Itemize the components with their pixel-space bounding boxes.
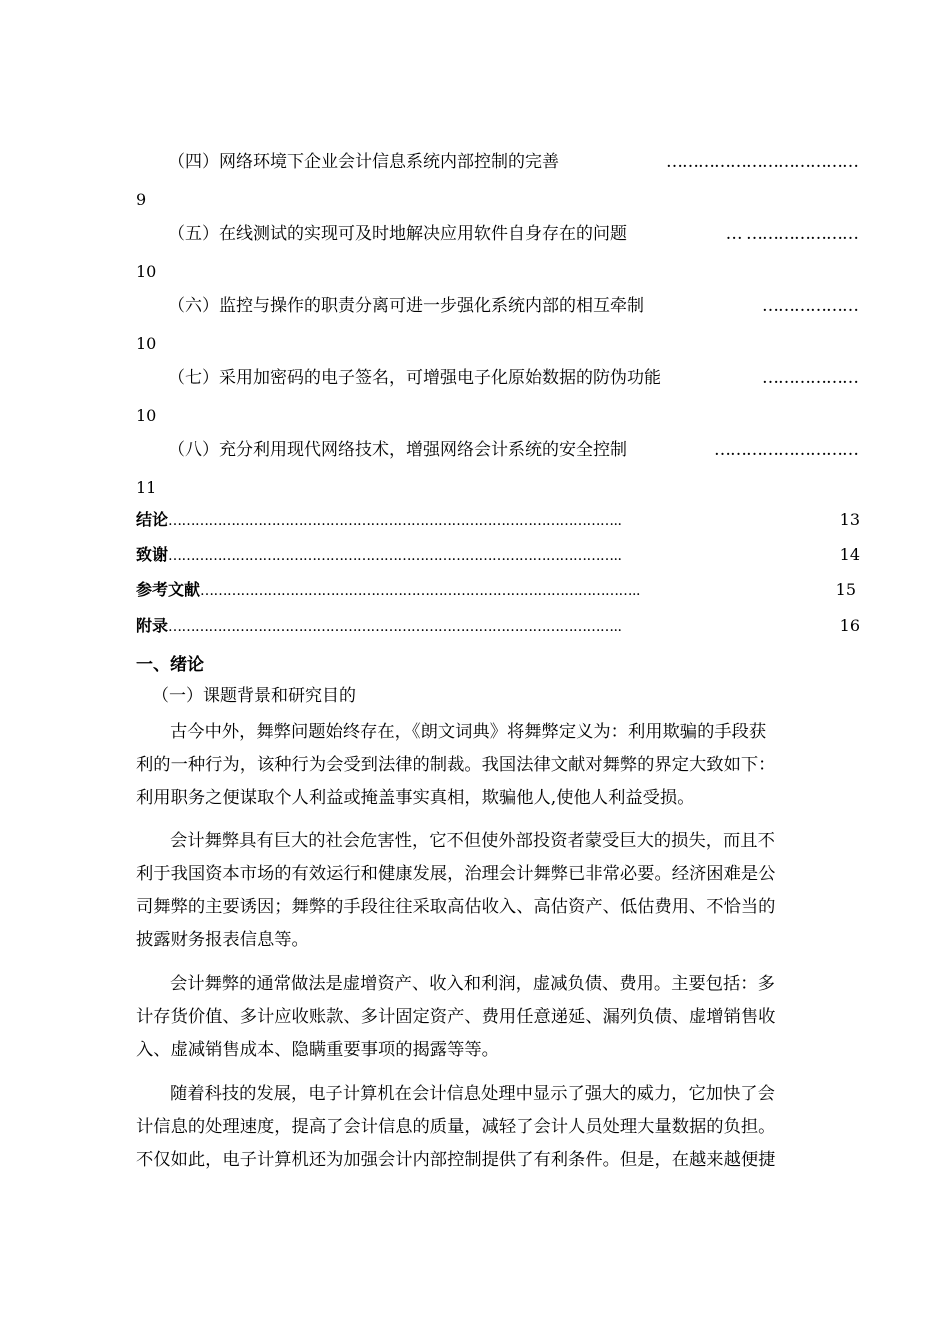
toc-entry-page: 13 xyxy=(839,510,860,529)
toc-entry-5-label: （五）在线测试的实现可及时地解决应用软件自身存在的问题 xyxy=(168,224,627,244)
paragraph-line: 披露财务报表信息等。 xyxy=(136,930,309,950)
toc-entry-conclusion xyxy=(136,508,860,533)
paragraph-line: 会计舞弊具有巨大的社会危害性，它不但使外部投资者蒙受巨大的损失，而且不 xyxy=(170,831,775,851)
toc-entry-dots: ……………………………………………………………………………………….. xyxy=(168,619,622,635)
toc-entry-4-dots: ……………………………… xyxy=(666,152,858,172)
toc-entry-6-dots: ……………… xyxy=(762,296,858,316)
toc-entry-6-page: 10 xyxy=(136,334,157,353)
toc-entry-appendix xyxy=(136,614,860,639)
paragraph-line: 计存货价值、多计应收账款、多计固定资产、费用任意递延、漏列负债、虚增销售收 xyxy=(136,1007,776,1027)
toc-entry-8-page: 11 xyxy=(136,478,157,497)
paragraph-line: 随着科技的发展，电子计算机在会计信息处理中显示了强大的威力，它加快了会 xyxy=(170,1084,775,1104)
toc-entry-label: 参考文献 xyxy=(136,580,201,599)
toc-entry-dots: …………………………………………………………………………………….. xyxy=(200,583,640,599)
toc-entry-label: 致谢 xyxy=(136,545,169,564)
toc-entry-4-label: （四）网络环境下企业会计信息系统内部控制的完善 xyxy=(168,152,559,172)
paragraph-line: 司舞弊的主要诱因；舞弊的手段往往采取高估收入、高估资产、低估费用、不恰当的 xyxy=(136,897,776,917)
toc-entry-4-page: 9 xyxy=(136,190,147,209)
paragraph-line: 计信息的处理速度，提高了会计信息的质量，减轻了会计人员处理大量数据的负担。 xyxy=(136,1117,776,1137)
toc-entry-7-label: （七）采用加密码的电子签名，可增强电子化原始数据的防伪功能 xyxy=(168,368,661,388)
section-subheading: （一）课题背景和研究目的 xyxy=(152,686,356,706)
toc-entry-7-page: 10 xyxy=(136,406,157,425)
section-heading: 一、绪论 xyxy=(136,655,204,675)
toc-entry-8-label: （八）充分利用现代网络技术，增强网络会计系统的安全控制 xyxy=(168,440,627,460)
toc-entry-6-label: （六）监控与操作的职责分离可进一步强化系统内部的相互牵制 xyxy=(168,296,644,316)
paragraph-line: 利于我国资本市场的有效运行和健康发展，治理会计舞弊已非常必要。经济困难是公 xyxy=(136,864,776,884)
toc-entry-7-dots: ……………… xyxy=(762,368,858,388)
toc-entry-label: 结论 xyxy=(136,510,169,529)
toc-entry-dots: ……………………………………………………………………………………….. xyxy=(168,513,622,529)
paragraph-line: 入、虚减销售成本、隐瞒重要事项的揭露等等。 xyxy=(136,1040,499,1060)
toc-entry-5-page: 10 xyxy=(136,262,157,281)
paragraph-line: 利的一种行为，该种行为会受到法律的制裁。我国法律文献对舞弊的界定大致如下： xyxy=(136,755,776,775)
toc-entry-page: 15 xyxy=(835,580,856,599)
toc-entry-8-dots: ……………………… xyxy=(714,440,858,460)
paragraph-line: 不仅如此，电子计算机还为加强会计内部控制提供了有利条件。但是，在越来越便捷 xyxy=(136,1150,776,1170)
paragraph-line: 会计舞弊的通常做法是虚增资产、收入和利润，虚减负债、费用。主要包括：多 xyxy=(170,974,775,994)
toc-entry-acknowledgement xyxy=(136,543,860,568)
toc-entry-dots: ……………………………………………………………………………………….. xyxy=(168,548,622,564)
toc-entry-label: 附录 xyxy=(136,616,169,635)
paragraph-line: 利用职务之便谋取个人利益或掩盖事实真相，欺骗他人,使他人利益受损。 xyxy=(136,788,695,808)
toc-entry-5-dots: … ………………… xyxy=(725,224,858,244)
toc-entry-page: 16 xyxy=(839,616,860,635)
toc-entry-page: 14 xyxy=(839,545,860,564)
paragraph-line: 古今中外，舞弊问题始终存在，《朗文词典》将舞弊定义为：利用欺骗的手段获 xyxy=(170,722,767,742)
toc-entry-references xyxy=(136,578,856,603)
